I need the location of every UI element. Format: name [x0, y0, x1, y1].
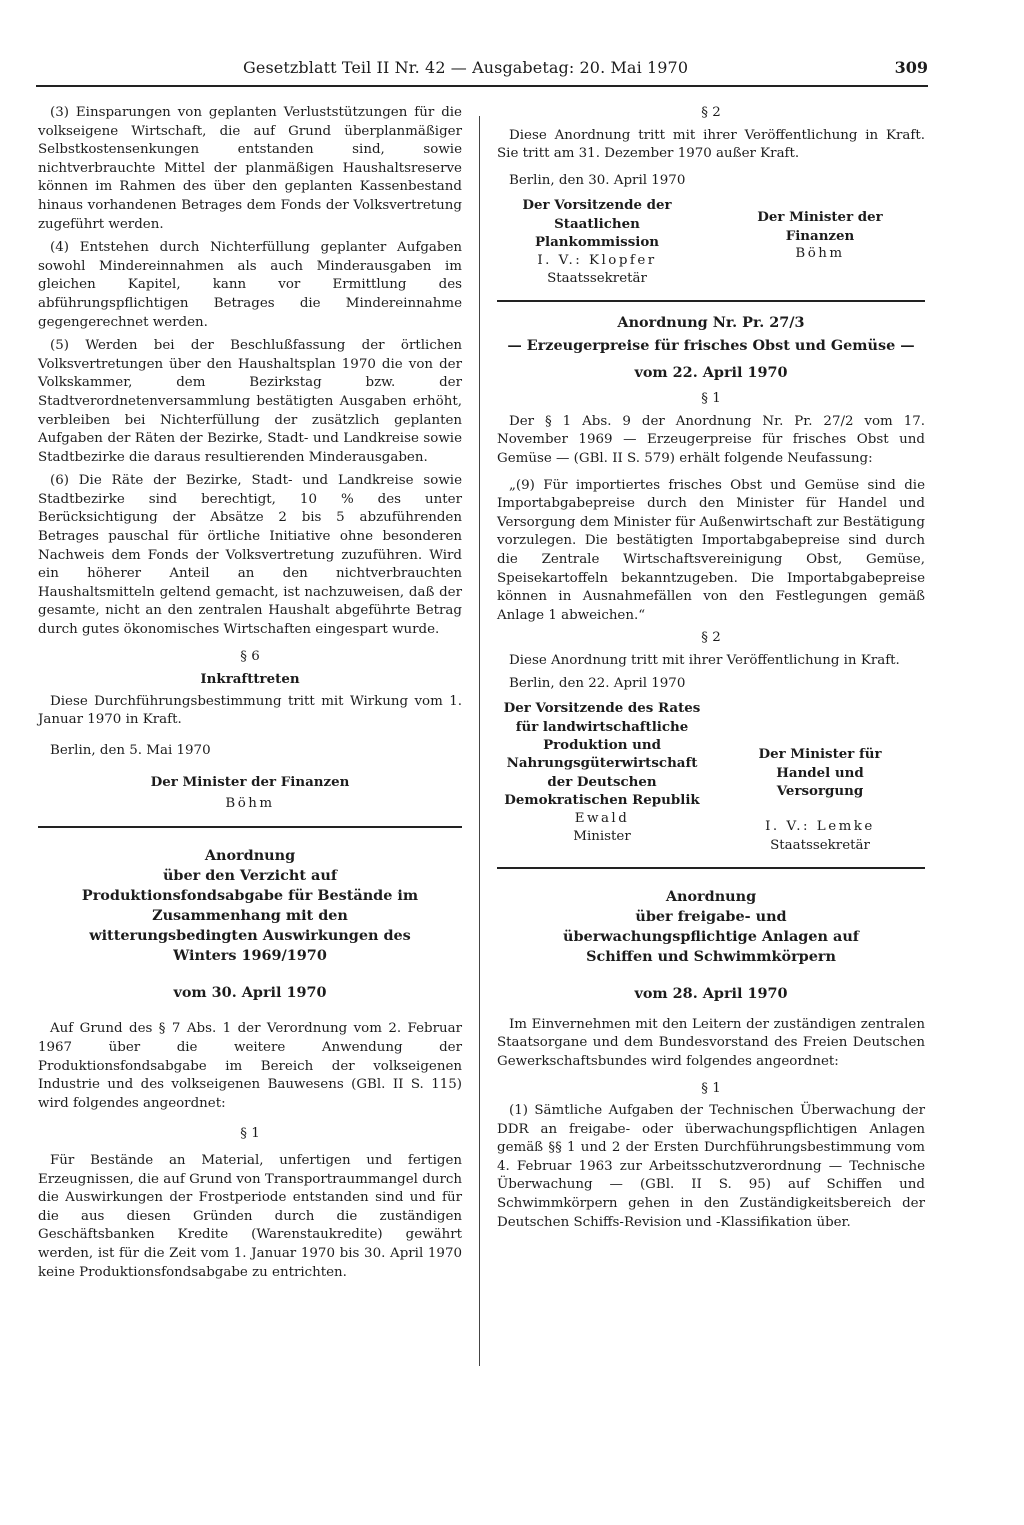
minister-name: Böhm — [225, 796, 275, 812]
ordinance-date: vom 22. April 1970 — [634, 363, 788, 381]
ordinance-date: vom 28. April 1970 — [634, 985, 788, 1003]
signatory-role: Staatssekretär — [547, 271, 647, 286]
section-6-text: Diese Durchführungsbestimmung tritt mit Wirkung vom 1. Januar 1970 in Kraft. — [38, 693, 462, 728]
paragraph-6: (6) Die Räte der Bezirke, Stadt- und Landkreise sowie Stadtbezirke sind berechtigt, 10 % des unter Berücksichtigung der Absätze 2 bis 5 abzuführenden Betrages pauschal für örtliche Initiative ohne besonderen Nachweis dem Fonds der Volksvertretung zuzuführen. Wird ein höherer Anteil an den nichtverbrauchten Haushaltsmitteln geltend gemacht, ist nachzuweisen, daß der gesamte, nicht an den zentralen Haushalt abgeführte Betrag durch gutes ökonomisches Wirtschaften eingespart wurde. — [38, 473, 462, 638]
right-column — [497, 104, 925, 1232]
section-1-heading: § 1 — [701, 391, 721, 407]
section-2-heading: § 2 — [701, 630, 721, 646]
page-header — [243, 58, 928, 84]
signatory-name: Ewald — [574, 810, 630, 826]
signature-finance-minister — [745, 208, 895, 263]
ordinance-intro: Auf Grund des § 7 Abs. 1 der Verordnung vom 2. Februar 1967 über die weitere Anwendung der Produktionsfondsabgabe im Bereich der volkseigenen Industrie und des volkseigenen Bauwesens (GBl. II S. 115) wird folgendes angeordnet: — [38, 1021, 462, 1111]
ordinance-title: Anordnung — [665, 888, 757, 906]
section-6-heading: § 6 — [240, 648, 260, 664]
signatory-title: Der Vorsitzende der Staatlichen Plankommission — [522, 197, 672, 251]
section-2-heading: § 2 — [701, 105, 721, 120]
place-date: Berlin, den 5. Mai 1970 — [50, 743, 211, 758]
ordinance-subtitle: — Erzeugerpreise für frisches Obst und Gemüse — — [507, 337, 915, 354]
left-column — [38, 104, 462, 1282]
signatory-name: Böhm — [795, 246, 845, 262]
paragraph-3: (3) Einsparungen von geplanten Verluststützungen für die volkseigene Wirtschaft, die auf Grund überplanmäßiger Selbstkostensenkungen entstanden sind, sowie nichtverbrauchte Mittel der planmäßigen Haushaltsreserve können im Rahmen des über den geplanten Kassenbestand hinaus vorhandenen Betrages dem Fonds der Volksvertretung zugeführt werden. — [38, 105, 462, 232]
signature-row-1 — [497, 196, 925, 288]
section-rule — [497, 300, 925, 302]
place-date-1: Berlin, den 30. April 1970 — [509, 172, 686, 188]
section-2-text: Diese Anordnung tritt mit ihrer Veröffentlichung in Kraft. — [509, 652, 900, 668]
section-6-title: Inkrafttreten — [200, 671, 300, 688]
signatory-title: Der Minister für Handel und Versorgung — [758, 746, 882, 799]
section-rule — [38, 826, 462, 828]
gazette-title: Gesetzblatt Teil II Nr. 42 — Ausgabetag: 20. Mai 1970 — [243, 58, 689, 77]
place-date-2: Berlin, den 22. April 1970 — [509, 675, 686, 691]
signatory-role: Staatssekretär — [770, 837, 870, 853]
ordinance-section-1-text: Für Bestände an Material, unfertigen und fertigen Erzeugnissen, die auf Grund von Transportraummangel durch die Auswirkungen der Frostperiode entstanden sind und für die aus diesen Gründen durch die zuständigen Geschäftsbanken Kredite (Warenstaukredite) gewährt werden, ist für die Zeit vom 1. Januar 1970 bis 30. April 1970 keine Produktionsfondsabgabe zu entrichten. — [38, 1152, 462, 1280]
signature-agriculture-council — [497, 699, 707, 846]
section-1-heading: § 1 — [701, 1080, 721, 1096]
amendment-quote: „(9) Für importiertes frisches Obst und Gemüse sind die Importabgabepreise durch den Minister für Handel und Versorgung dem Minister für Außenwirtschaft zur Bestätigung vorzulegen. Die bestätigten Importabgabepreise sind durch die Zentrale Wirtschaftsvereinigung Obst, Gemüse, Speisekartoffeln bekanntzugeben. Die Importabgabepreise können in Ausnahmefällen von den Festlegungen gemäß Anlage 1 abweichen.“ — [497, 477, 925, 623]
signature-planning-commission — [497, 196, 697, 288]
signatory-name: I. V.: Klopfer — [537, 252, 657, 268]
signatory-title: Der Minister der Finanzen — [757, 209, 883, 244]
ordinance-title: Anordnung — [204, 846, 296, 864]
ordinance-subtitle: über freigabe- und überwachungspflichtige Anlagen auf Schiffen und Schwimmkörpern — [563, 908, 859, 966]
signature-row-2 — [497, 699, 925, 855]
paragraph-5: (5) Werden bei der Beschlußfassung der örtlichen Volksvertretungen über den Haushaltsplan 1970 die von der Volkskammer, dem Bezirkstag bzw. der Stadtverordnetenversammlung bestätigten Ausgaben erhöht, verbleiben bei Nichterfüllung der zusätzlich geplanten Aufgaben der Räten der Bezirke, Stadt- und Landkreise sowie Stadtbezirke die daraus resultierenden Minderausgaben. — [38, 338, 462, 465]
ordinance-subtitle: über den Verzicht auf Produktionsfondsabgabe für Bestände im Zusammenhang mit den witterungsbedingten Auswirkungen des Winters 1969/1970 — [81, 866, 419, 964]
page-number: 309 — [894, 58, 928, 77]
ordinance-section-1-heading: § 1 — [240, 1126, 260, 1142]
signatory-title: Der Vorsitzende des Rates für landwirtschaftliche Produktion und Nahrungsgüterwirtschaft der Deutschen Demokratischen Republik — [503, 700, 701, 809]
signatory-role: Minister — [573, 828, 631, 844]
signature-trade-minister — [745, 745, 895, 855]
ordinance-title: Anordnung Nr. Pr. 27/3 — [617, 314, 805, 332]
section-1-text: (1) Sämtliche Aufgaben der Technischen Überwachung der DDR an freigabe- oder überwachungspflichtigen Anlagen gemäß §§ 1 und 2 der Ersten Durchführungsbestimmung vom 4. Februar 1963 zur Arbeitsschutzverordnung — Technische Überwachung — (GBl. II S. 95) auf Schiffen und Schwimmkörpern gehen in den Zuständigkeitsbereich der Deutschen Schiffs-Revision und -Klassifikation über. — [497, 1103, 925, 1230]
column-divider — [479, 116, 480, 1366]
ordinance-intro: Im Einvernehmen mit den Leitern der zuständigen zentralen Staatsorgane und dem Bundesvorstand des Freien Deutschen Gewerkschaftsbundes wird folgendes angeordnet: — [497, 1016, 925, 1069]
section-1-text: Der § 1 Abs. 9 der Anordnung Nr. Pr. 27/2 vom 17. November 1969 — Erzeugerpreise für frisches Obst und Gemüse — (GBl. II S. 579) erhält folgende Neufassung: — [497, 413, 925, 466]
minister-title: Der Minister der Finanzen — [150, 773, 350, 790]
header-rule — [36, 85, 928, 87]
signatory-name: I. V.: Lemke — [765, 819, 875, 835]
section-rule — [497, 867, 925, 869]
ordinance-date: vom 30. April 1970 — [173, 983, 327, 1001]
paragraph-4: (4) Entstehen durch Nichterfüllung geplanter Aufgaben sowohl Mindereinnahmen als auch Minderausgaben im gleichen Kapitel, kann vor Ermittlung des abführungspflichtigen Betrages die Mindereinnahme gegengerechnet werden. — [38, 240, 462, 330]
section-2-text: Diese Anordnung tritt mit ihrer Veröffentlichung in Kraft. Sie tritt am 31. Dezember 1970 außer Kraft. — [497, 127, 925, 162]
